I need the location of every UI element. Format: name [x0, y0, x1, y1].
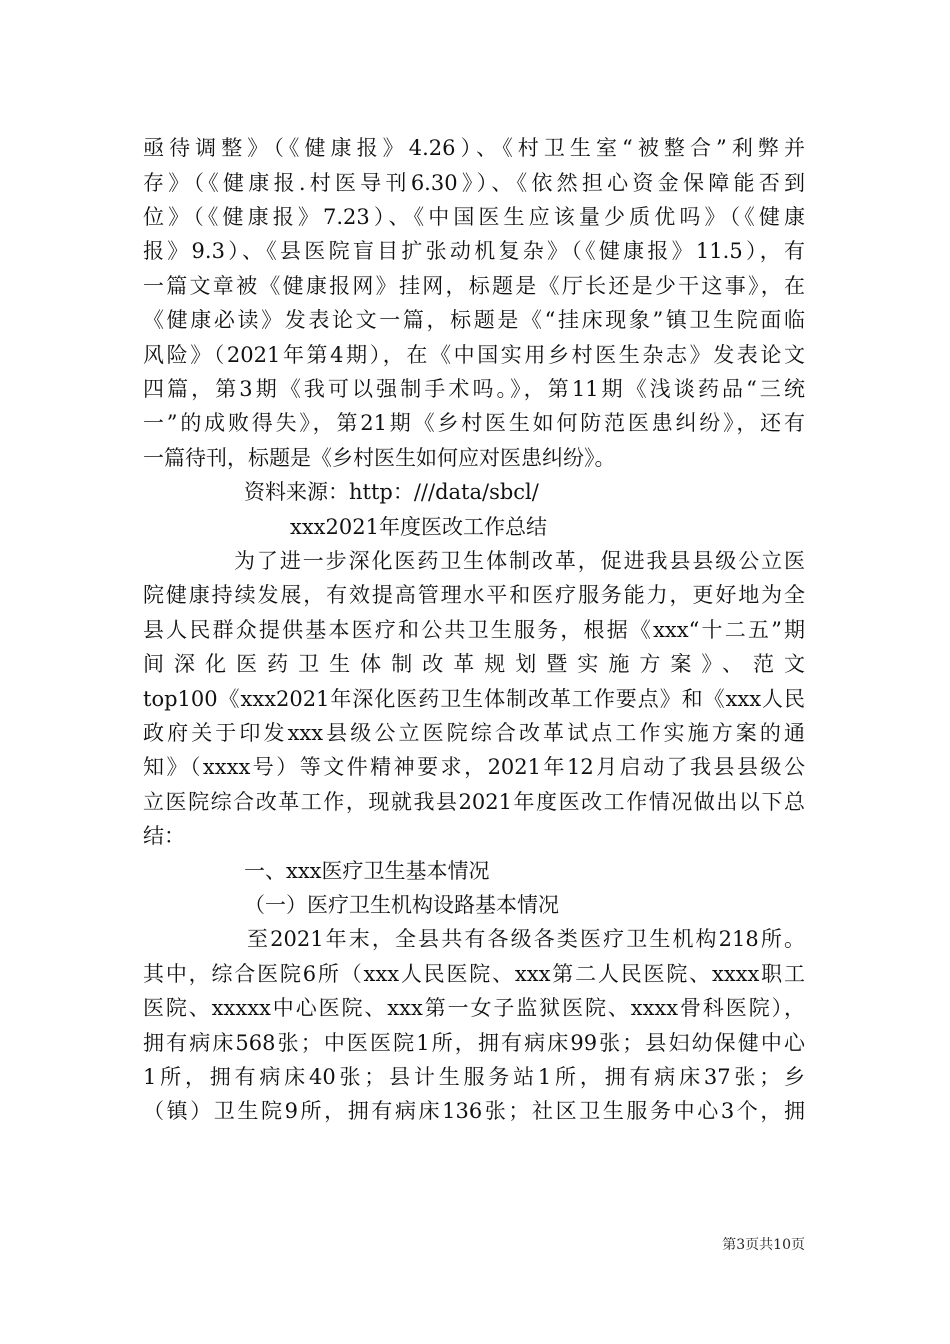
section-heading: 一、xxx医疗卫生基本情况	[244, 859, 490, 883]
text-line: （镇）卫生院9所，拥有病床136张；社区卫生服务中心3个，拥	[143, 1099, 805, 1123]
text-line: 拥有病床568张；中医医院1所，拥有病床99张；县妇幼保健中心	[143, 1031, 805, 1055]
text-line: 位》（《健康报》7.23）、《中国医生应该量少质优吗》（《健康	[143, 205, 805, 229]
text-line: 医院、xxxxx中心医院、xxx第一女子监狱医院、xxxx骨科医院），	[143, 996, 805, 1020]
text-line: 存》（《健康报.村医导刊6.30》）、《依然担心资金保障能否到	[143, 171, 805, 195]
text-line: 一篇待刊，标题是《乡村医生如何应对医患纠纷》。	[143, 446, 616, 470]
subsection-heading: （一）医疗卫生机构设路基本情况	[244, 893, 559, 917]
text-line: 立医院综合改革工作，现就我县2021年度医改工作情况做出以下总	[143, 790, 805, 814]
page-footer: 第3页共10页	[722, 1237, 805, 1253]
text-line: 报》9.3）、《县医院盲目扩张动机复杂》（《健康报》11.5），有	[143, 239, 805, 263]
section-title: xxx2021年度医改工作总结	[290, 515, 547, 539]
text-line: 知》（xxxx号）等文件精神要求，2021年12月启动了我县县级公	[143, 755, 805, 779]
text-line: 至2021年末，全县共有各级各类医疗卫生机构218所。	[247, 927, 805, 951]
text-line: 1所，拥有病床40张；县计生服务站1所，拥有病床37张；乡	[143, 1065, 805, 1089]
source-line: 资料来源：http：///data/sbcl/	[244, 480, 539, 504]
text-line: 县人民群众提供基本医疗和公共卫生服务，根据《xxx“十二五”期	[143, 618, 805, 642]
text-line: 为了进一步深化医药卫生体制改革，促进我县县级公立医	[234, 549, 805, 573]
text-line: 其中，综合医院6所（xxx人民医院、xxx第二人民医院、xxxx职工	[143, 962, 805, 986]
text-line: 一”的成败得失》，第21期《乡村医生如何防范医患纠纷》，还有	[143, 411, 805, 435]
text-line: 一篇文章被《健康报网》挂网，标题是《厅长还是少干这事》，在	[143, 274, 805, 298]
text-line: 亟待调整》（《健康报》4.26）、《村卫生室“被整合”利弊并	[143, 136, 805, 160]
text-line: 《健康必读》发表论文一篇，标题是《“挂床现象”镇卫生院面临	[143, 308, 805, 332]
text-line: 院健康持续发展，有效提高管理水平和医疗服务能力，更好地为全	[143, 583, 805, 607]
text-line: top100《xxx2021年深化医药卫生体制改革工作要点》和《xxx人民	[143, 687, 805, 711]
text-line: 四篇，第3期《我可以强制手术吗。》，第11期《浅谈药品“三统	[143, 377, 805, 401]
text-line: 结：	[143, 824, 185, 848]
text-line: 间深化医药卫生体制改革规划暨实施方案》、范文	[143, 652, 805, 676]
text-line: 政府关于印发xxx县级公立医院综合改革试点工作实施方案的通	[143, 721, 805, 745]
text-line: 风险》（2021年第4期），在《中国实用乡村医生杂志》发表论文	[143, 343, 805, 367]
